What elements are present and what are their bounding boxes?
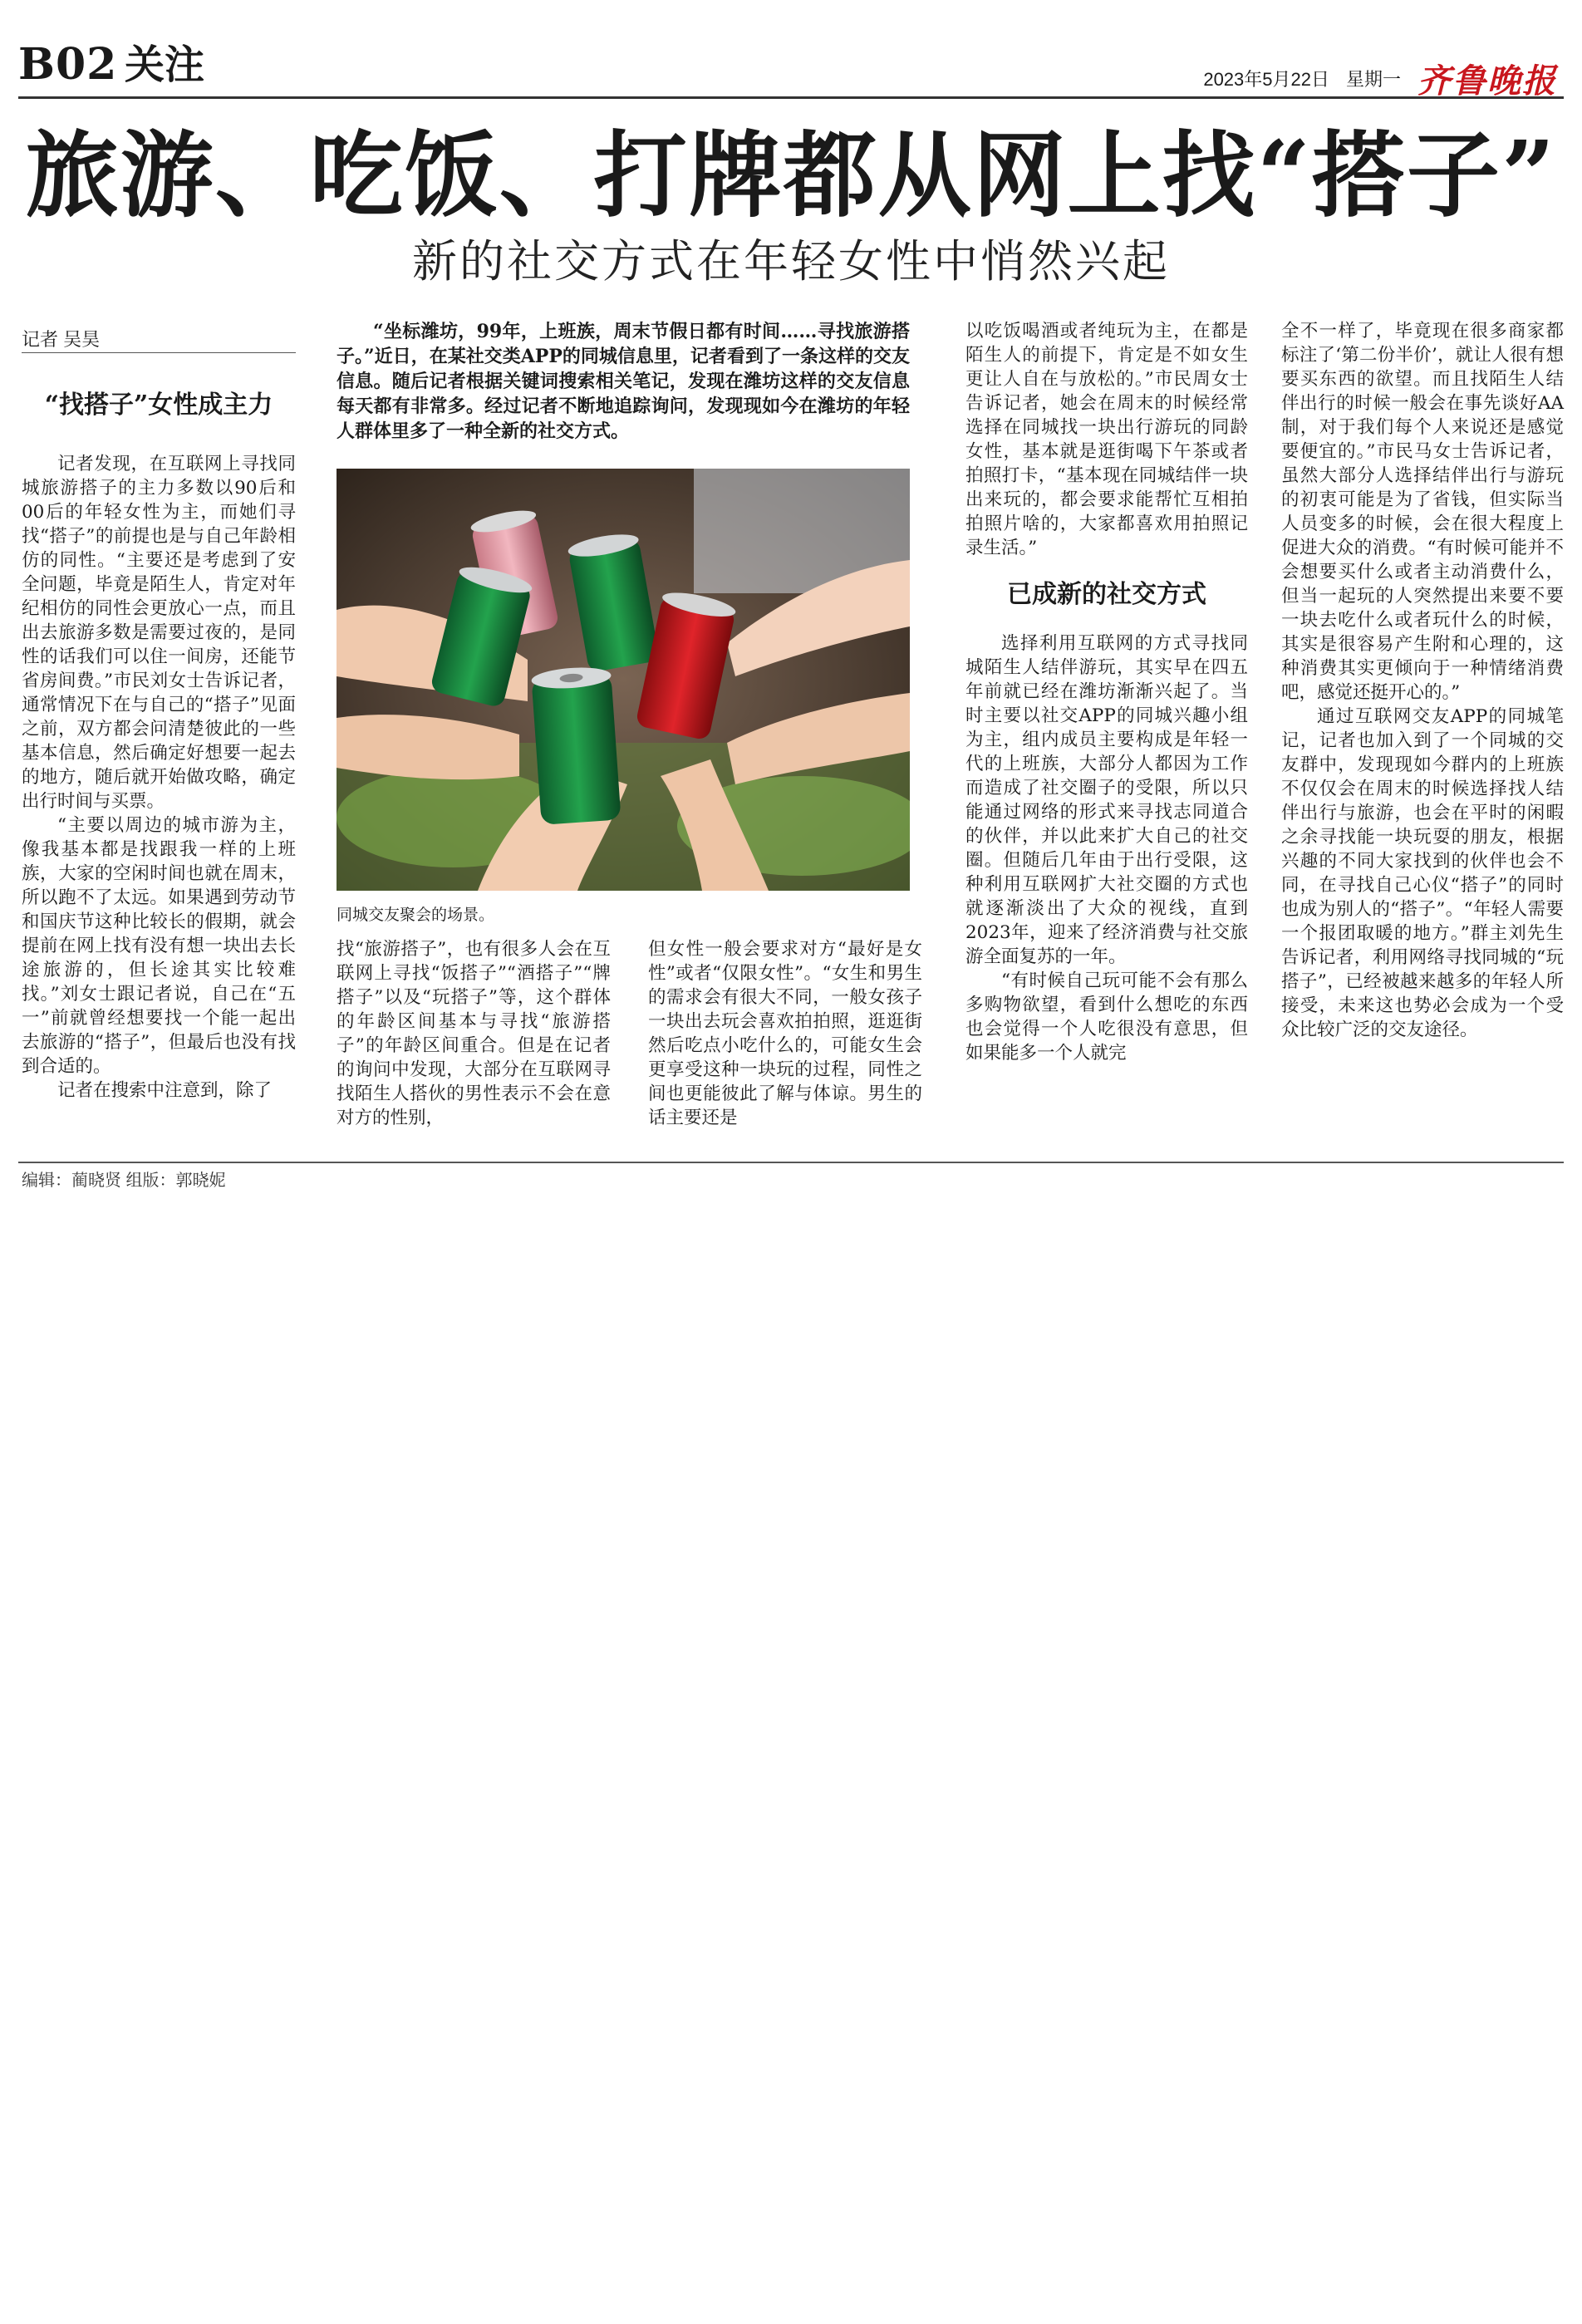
paragraph: 但女性一般会要求对方“最好是女性”或者“仅限女性”。“女生和男生的需求会有很大不同，一般女孩子一块出去玩会喜欢拍拍照，逛逛街然后吃点小吃什么的，可能女生会更享受这种一块玩的过程，同性之间也更能彼此了解与体谅。男生的话主要还是	[648, 939, 922, 1128]
page-code: B02	[18, 39, 118, 90]
headline: 旅游、吃饭、打牌都从网上找“搭子”	[25, 121, 1557, 230]
column-3	[648, 937, 922, 1130]
paragraph: 记者发现，在互联网上寻找同城旅游搭子的主力多数以90后和00后的年轻女性为主，而她们寻找“搭子”的前提也是与自己年龄相仿的同性。“主要还是考虑到了安全问题，毕竟是陌生人，肯定对年纪相仿的同性会更放心一点，而且出去旅游多数是需要过夜的，是同性的话我们可以住一间房，还能节省房间费。”市民刘女士告诉记者，通常情况下在与自己的“搭子”见面之前，双方都会问清楚彼此的一些基本信息，然后确定好想要一起去的地方，随后就开始做攻略，确定出行时间与买票。	[22, 454, 296, 812]
lead-text: “坐标潍坊，99年，上班族，周末节假日都有时间……寻找旅游搭子。”近日，在某社交类APP的同城信息里，记者看到了一条这样的交友信息。随后记者根据关键词搜索相关笔记，发现在潍坊这样的交友信息每天都有非常多。经过记者不断地追踪询问，发现现如今在潍坊的年轻人群体里多了一种全新的社交方式。	[337, 321, 910, 442]
paragraph: “有时候自己玩可能不会有那么多购物欲望，看到什么想吃的东西也会觉得一个人吃很没有意思，但如果能多一个人就完	[965, 970, 1248, 1064]
column-5	[1281, 319, 1564, 1042]
section2-title: 已成新的社交方式	[1007, 580, 1206, 609]
paragraph: 全不一样了，毕竟现在很多商家都标注了‘第二份半价’，就让人很有想要买东西的欲望。而且找陌生人结伴出行的时候一般会在事先谈好AA制，对于我们每个人来说还是感觉要便宜的。”市民马女士告诉记者，虽然大部分人选择结伴出行与游玩的初衷可能是为了省钱，但实际当人员变多的时候，会在很大程度上促进大众的消费。“有时候可能并不会想要买什么或者主动消费什么，但当一起玩的人突然提出来要不要一块去吃什么或者玩什么的时候，其实是很容易产生附和心理的，这种消费其实更倾向于一种情绪消费吧，感觉还挺开心的。”	[1281, 321, 1564, 703]
header-rule	[18, 96, 1564, 99]
column-1	[22, 391, 296, 1103]
byline-rule	[22, 352, 296, 353]
editor-credits: 编辑：蔺晓贤 组版：郭晓妮	[22, 1172, 226, 1190]
cans-toast-illustration	[337, 469, 910, 891]
masthead-right	[1203, 55, 1557, 102]
article-photo	[337, 469, 910, 891]
reporter-byline: 记者 吴昊	[22, 329, 101, 350]
paragraph: 以吃饭喝酒或者纯玩为主，在都是陌生人的前提下，肯定是不如女生更让人自在与放松的。”市民周女士告诉记者，她会在周末的时候经常选择在同城找一块出行游玩的同龄女性，基本就是逛街喝下午茶或者拍照打卡，“基本现在同城结伴一块出来玩的，都会要求能帮忙互相拍拍照片啥的，大家都喜欢用拍照记录生活。”	[965, 321, 1248, 558]
paragraph: 选择利用互联网的方式寻找同城陌生人结伴游玩，其实早在四五年前就已经在潍坊渐渐兴起了。当时主要以社交APP的同城兴趣小组为主，组内成员主要构成是年轻一代的上班族，大部分人都因为工作而造成了社交圈子的受限，所以只能通过网络的形式来寻找志同道合的伙伴，并以此来扩大自己的社交圈。但随后几年由于出行受限，这种利用互联网扩大社交圈的方式也就逐渐淡出了大众的视线，直到2023年，迎来了经济消费与社交旅游全面复苏的一年。	[965, 633, 1248, 967]
paper-logo: 齐鲁晚报	[1417, 61, 1557, 101]
section1-title: “找搭子”女性成主力	[44, 391, 273, 420]
section-name: 关注	[125, 42, 205, 88]
paragraph: “主要以周边的城市游为主，像我基本都是找跟我一样的上班族，大家的空闲时间也就在周末，所以跑不了太远。如果遇到劳动节和国庆节这种比较长的假期，就会提前在网上找有没有想一块出去长途旅游的，但长途其实比较难找。”刘女士跟记者说，自己在“五一”前就曾经想要找一个能一起出去旅游的“搭子”，但最后也没有找到合适的。	[22, 815, 296, 1077]
paragraph: 找“旅游搭子”，也有很多人会在互联网上寻找“饭搭子”“酒搭子”“牌搭子”以及“玩搭子”等，这个群体的年龄区间基本与寻找“旅游搭子”的年龄区间重合。但是在记者的询问中发现，大部分在互联网寻找陌生人搭伙的男性表示不会在意对方的性别，	[337, 939, 611, 1128]
issue-weekday: 星期一	[1345, 69, 1401, 90]
issue-date: 2023年5月22日	[1203, 69, 1329, 90]
paragraph: 通过互联网交友APP的同城笔记，记者也加入到了一个同城的交友群中，发现现如今群内的上班族不仅仅会在周末的时候选择找人结伴出行与旅游，也会在平时的闲暇之余寻找能一块玩耍的朋友，根据兴趣的不同大家找到的伙伴也会不同，在寻找自己心仪“搭子”的同时也成为别人的“搭子”。“年轻人需要一个报团取暖的地方。”群主刘先生告诉记者，利用网络寻找同城的“玩搭子”，已经被越来越多的年轻人所接受，未来这也势必会成为一个受众比较广泛的交友途径。	[1281, 706, 1564, 1040]
column-2	[337, 937, 611, 1130]
column-4	[965, 319, 1248, 1065]
photo-caption: 同城交友聚会的场景。	[337, 907, 495, 924]
footer-rule	[18, 1162, 1564, 1163]
paragraph: 记者在搜索中注意到，除了	[57, 1080, 273, 1101]
subheadline: 新的社交方式在年轻女性中悄然兴起	[412, 235, 1170, 287]
lead-paragraph	[337, 319, 910, 444]
